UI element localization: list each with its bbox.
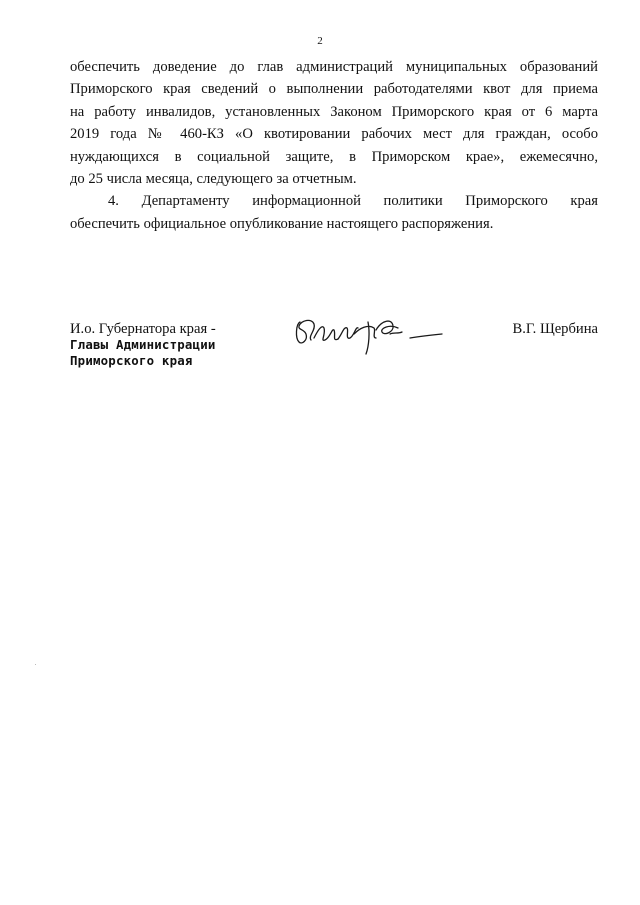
handwritten-signature-icon [290, 312, 450, 358]
document-body [70, 56, 598, 235]
signatory-name: В.Г. Щербина [512, 321, 598, 337]
paragraph-line: нуждающихся в социальной защите, в Приморском крае», ежемесячно, [70, 148, 598, 165]
scan-artifact [35, 664, 36, 665]
paragraph-line: обеспечить доведение до глав администраций муниципальных образований [70, 59, 598, 75]
paragraph-line: обеспечить официальное опубликование настоящего распоряжения. [70, 215, 494, 232]
stamp-line: Главы Администрации [70, 337, 216, 352]
stamp-line: Приморского края [70, 352, 193, 368]
paragraph-line: 4. Департаменту информационной политики Приморского края [108, 193, 598, 210]
paragraph-line: 2019 года № 460-КЗ «О квотировании рабочих мест для граждан, особо [70, 126, 598, 143]
paragraph-line: до 25 числа месяца, следующего за отчетным. [70, 171, 357, 188]
paragraph-line: на работу инвалидов, установленных Законом Приморского края от 6 марта [70, 103, 598, 120]
signatory-title: И.о. Губернатора края - [70, 321, 216, 337]
paragraph-4 [70, 190, 598, 235]
signatory-stamp [70, 337, 216, 368]
paragraph-3-continuation [70, 56, 598, 190]
signature-block [70, 320, 598, 380]
paragraph-line: Приморского края сведений о выполнении работодателями квот для приема [70, 81, 598, 98]
page-number: 2 [317, 35, 323, 47]
